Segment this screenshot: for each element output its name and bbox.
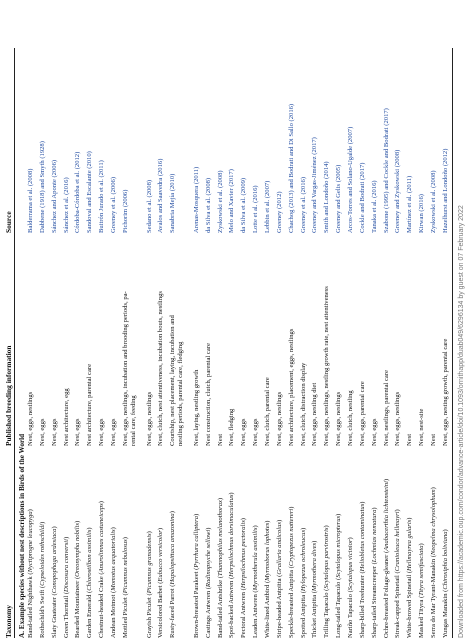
- species-scientific-name: Eubucco versicolor: [157, 530, 165, 582]
- breeding-info-cell: [110, 419, 118, 446]
- species-common-name: Spot-backed Antwren: [228, 580, 236, 638]
- species-scientific-name: Heliobletus contaminatus: [358, 503, 366, 572]
- breeding-info-line: Nest, eggs, parental care: [358, 381, 366, 446]
- taxonomy-cell: Nariño Tapaculo (Scytalopus vicinior): [346, 537, 354, 638]
- species-scientific-name: Hellmayrea gularis: [406, 519, 414, 571]
- taxonomy-cell: Slaty Gnateater (Conopophaga ardesiaca): [50, 526, 58, 638]
- source-citation-link[interactable]: Cockle and Bodrati (2017): [358, 162, 366, 233]
- breeding-info-cell: [51, 419, 59, 446]
- taxonomy-cell: Pectoral Antwren (Herpsilochmus pectoralis): [240, 518, 248, 638]
- species-scientific-name: Radinopsyche sellowi: [204, 529, 212, 588]
- breeding-info-line: Nest, eggs, nestlings: [145, 391, 153, 446]
- breeding-info-line: Nest, eggs, nestlings: [275, 391, 283, 446]
- breeding-info-line: Nest, laying, nestling growth: [192, 369, 200, 446]
- breeding-info-cell: [217, 434, 225, 446]
- breeding-info-line: Nest, nestlings, parental care: [382, 370, 390, 446]
- species-common-name: Rusty-faced Parrot: [169, 588, 177, 638]
- taxonomy-cell: Castings Antwren (Radinopsyche sellowi): [204, 527, 212, 638]
- taxonomy-cell: Long-tailed Tapaculo (Scytalopus micropterus): [335, 513, 343, 638]
- source-citation-link[interactable]: Sánchez et al. (2016): [62, 177, 70, 233]
- breeding-info-line: Nest, eggs: [252, 418, 260, 446]
- species-scientific-name: Oreonympha nobilis: [74, 523, 82, 577]
- breeding-info-line: Nest, eggs, nesting growth, parental care: [441, 338, 449, 446]
- taxonomy-cell: Grayish Piculet (Picumnus granadensis): [145, 531, 153, 638]
- breeding-info-cell: [418, 409, 426, 446]
- breeding-info-line: Nest: [406, 433, 414, 446]
- taxonomy-cell: Green Thorntail (Discosura conversii): [62, 536, 70, 638]
- breeding-info-line: Nest, fledging: [228, 408, 236, 446]
- source-citation-link[interactable]: Pichorim (2006): [121, 189, 129, 233]
- breeding-info-cell: [288, 329, 296, 446]
- breeding-info-cell: [406, 434, 414, 446]
- species-common-name: Versicolored Barbet: [157, 585, 165, 638]
- species-scientific-name: Thamnophilus melanothorax: [216, 500, 224, 577]
- species-common-name: Stripe-headed Antpitta: [275, 578, 283, 638]
- source-citation-link[interactable]: Hazelhurst and Londoño (2012): [441, 148, 449, 233]
- taxonomy-cell: Speckle-breasted Antpitta (Cryptopezus nattereri): [287, 506, 295, 638]
- species-common-name: Long-tailed Tapaculo: [335, 581, 343, 638]
- source-citation-link[interactable]: Buitrón Jurado et al. (2011): [98, 160, 106, 233]
- species-scientific-name: Nyctiprogne leucopyga: [27, 511, 34, 573]
- breeding-info-line: Nest, eggs: [50, 418, 58, 446]
- species-scientific-name: Cranioleuca hellmayri: [394, 511, 402, 572]
- breeding-info-line: Nest, eggs: [370, 418, 378, 446]
- species-common-name: White-browed Spinetail: [406, 574, 414, 638]
- species-scientific-name: Picumnus granadensis: [145, 533, 153, 594]
- source-citation-link[interactable]: Lebbin et al. (2007): [264, 180, 271, 233]
- species-common-name: Bearded Mountaineer: [74, 580, 82, 638]
- species-scientific-name: Chlorostilbon assimilis: [86, 529, 94, 591]
- source-citation-link[interactable]: Chachog (2013) and Bodrati and Di Sallo (2016): [287, 103, 295, 233]
- species-scientific-name: Myrmotherula assimilis: [252, 527, 260, 591]
- species-scientific-name: Tityra semifasciata: [418, 545, 426, 596]
- breeding-info-line: Nest, clutch, parental care: [264, 377, 271, 446]
- breeding-info-cell: [74, 419, 82, 446]
- species-common-name: Thicket Antpitta: [311, 594, 319, 638]
- source-citation-link[interactable]: Lotte et al. (2016): [252, 185, 260, 233]
- breeding-info-line: Nest, eggs, nestlings, incubation and brooding periods, pa-: [121, 291, 129, 446]
- breeding-info-line: nestling periods, parental care, fledging: [177, 341, 185, 446]
- breeding-info-cell: [430, 434, 438, 446]
- breeding-info-cell: [228, 409, 236, 446]
- species-common-name: Spotted Antpitta: [299, 594, 307, 638]
- species-common-name: Sharp-billed Treehunter: [358, 575, 366, 638]
- breeding-info-cell: [394, 392, 402, 446]
- species-scientific-name: Pyrrhura calliptera: [192, 515, 200, 568]
- species-scientific-name: Herpsilochmus dorsimaculatus: [228, 494, 236, 577]
- breeding-info-cell: [335, 392, 343, 446]
- species-common-name: Pectoral Antwren: [240, 592, 248, 638]
- breeding-info-line: Nest, clutch, nest attentiveness, incubation bouts, nestlings: [157, 291, 165, 446]
- source-citation-link[interactable]: Smith and Londoño (2014): [323, 161, 331, 233]
- species-common-name: Mottled Piculet: [121, 597, 129, 638]
- source-citation-link[interactable]: Greeney (2012): [275, 191, 283, 233]
- species-scientific-name: Conopophaga ardesiaca: [50, 528, 58, 594]
- source-citation-link[interactable]: Sánchez and Aponte (2006): [50, 159, 58, 233]
- breeding-info-line: Nest, eggs: [38, 418, 46, 446]
- breeding-info-cell: [193, 370, 201, 446]
- species-common-name: Slaty Gnateater: [50, 597, 58, 638]
- source-citation-link[interactable]: Sedano et al. (2008): [145, 179, 153, 233]
- breeding-info-line: Nest: [216, 433, 224, 446]
- breeding-info-line: Nest, eggs, nestlings, nestling growth rate, nest attentiveness: [323, 286, 331, 446]
- species-scientific-name: Myrmoborus lophotes: [264, 522, 271, 581]
- breeding-info-line: Nest, eggs, nestlings: [27, 391, 34, 446]
- species-scientific-name: Hapalopsittaca amazonina: [169, 513, 177, 585]
- header-rule: [14, 48, 15, 638]
- breeding-info-cell: [98, 419, 106, 446]
- source-citation-link[interactable]: Zyskowski et al. (2008): [216, 170, 224, 233]
- breeding-info-cell: [169, 315, 185, 446]
- species-scientific-name: Myrmothera dives: [311, 542, 319, 592]
- taxonomy-cell: White-browed Spinetail (Hellmayrea gularis): [406, 517, 414, 638]
- taxonomy-cell: Ochre-breasted Foliage-gleaner (Anabacerthia lichtensteini): [382, 478, 390, 638]
- breeding-info-cell: [39, 419, 47, 446]
- breeding-info-line: Nest, eggs, nestlings: [335, 391, 343, 446]
- section-a-heading: A. Example species without nest descriptions in Birds of the World: [18, 433, 26, 638]
- species-common-name: White-lined Antbird: [264, 584, 271, 638]
- source-citation-link[interactable]: Córdoba-Córdoba et al. (2012): [74, 151, 82, 233]
- breeding-info-line: Nest, nest-site: [418, 408, 426, 446]
- species-common-name: Streak-capped Spinetail: [394, 575, 402, 638]
- source-citation-link[interactable]: Greeney et al. (2006): [109, 176, 117, 233]
- breeding-info-cell: [383, 370, 391, 446]
- taxonomy-cell: Stripe-headed Antpitta (Grallaria andicolus): [275, 519, 283, 638]
- species-scientific-name: Scytalopus parvirostris: [323, 527, 331, 589]
- breeding-info-cell: [252, 419, 260, 446]
- taxonomy-cell: Garden Emerald (Chlorostilbon assimilis): [86, 527, 94, 638]
- species-common-name: Chestnut-headed Crake: [98, 576, 106, 638]
- breeding-info-cell: [311, 383, 319, 446]
- breeding-info-line: Nest: [429, 433, 437, 446]
- species-common-name: Grayish Piculet: [145, 597, 153, 638]
- taxonomy-cell: Spot-backed Antwren (Herpsilochmus dorsimaculatus): [228, 492, 236, 638]
- source-citation-link[interactable]: Sanabria Mejía (2010): [169, 173, 177, 233]
- taxonomy-cell: Versicolored Barbet (Eubucco versicolor): [157, 527, 165, 638]
- species-common-name: Serra do Mar Tyrant-Manakin: [429, 558, 437, 638]
- species-scientific-name: Neopelma chrysolophum: [429, 489, 437, 556]
- source-citation-link[interactable]: Dabbene (1918) and Smyth (1928): [38, 141, 46, 233]
- source-citation-link[interactable]: Zyskowski et al. (2008): [429, 170, 437, 233]
- species-scientific-name: Picumnus nebulosus: [121, 539, 129, 594]
- species-scientific-name: Herpsilochmus pectoralis: [240, 520, 248, 589]
- breeding-info-cell: [264, 377, 272, 446]
- breeding-info-line: Nest, eggs: [240, 418, 248, 446]
- species-common-name: Yungas Manakin: [441, 593, 449, 638]
- taxonomy-cell: Sharp-tailed Streamcreeper (Lochmias nematura): [370, 507, 378, 638]
- taxonomy-cell: Sharp-billed Treehunter (Heliobletus contaminatus): [358, 501, 366, 638]
- breeding-info-line: Nest, eggs: [74, 418, 82, 446]
- taxonomy-cell: Andean Motmot (Momotus aequatorialis): [109, 527, 117, 638]
- breeding-info-line: Nest, eggs: [109, 418, 117, 446]
- species-scientific-name: Chiroxiphia boliviana: [441, 531, 449, 590]
- taxonomy-cell: Serra do Mar Tyrant-Manakin (Neopelma chrysolophum): [429, 487, 437, 638]
- breeding-info-cell: [157, 291, 165, 446]
- species-common-name: Brown-breasted Parakeet: [192, 571, 200, 638]
- source-citation-link[interactable]: Szabone (1995) and Cockle and Bodrati (2017): [382, 108, 390, 233]
- breeding-info-cell: [300, 363, 308, 446]
- source-citation-link[interactable]: Greeney and Gelis (2005): [335, 164, 343, 233]
- breeding-info-line: Nest, clutch, nestling: [346, 390, 354, 446]
- breeding-info-cell: [86, 364, 94, 446]
- breeding-info-cell: [359, 381, 367, 446]
- species-scientific-name: Hylopezus ochroleucus: [299, 529, 307, 592]
- download-watermark[interactable]: Downloaded from https://academic.oup.com/condor/advance-article/doi/10.1093/ornithapp/duab049/6296134 by guest on 07 February 2022: [458, 205, 465, 638]
- species-scientific-name: Momotus aequatorialis: [109, 529, 117, 591]
- taxonomy-cell: Spotted Antpitta (Hylopezus ochroleucus): [299, 527, 307, 638]
- species-common-name: Green Thorntail: [62, 595, 70, 638]
- breeding-info-line: rental care, feeding: [130, 395, 137, 446]
- header-source: Source: [4, 211, 13, 233]
- taxonomy-cell: Band-tailed Antshrike (Thamnophilus melanothorax): [216, 497, 224, 638]
- breeding-info-cell: [63, 388, 71, 446]
- taxonomy-cell: Streak-capped Spinetail (Cranioleuca hellmayri): [394, 509, 402, 638]
- breeding-info-cell: [442, 339, 450, 446]
- species-scientific-name: Grallaria andicolus: [275, 522, 283, 575]
- breeding-info-cell: [122, 291, 138, 446]
- species-scientific-name: Cryptopezus nattereri: [287, 508, 295, 567]
- taxonomy-cell: Thicket Antpitta (Myrmothera dives): [311, 540, 319, 638]
- taxonomy-cell: Chestnut-headed Crake (Anurolimnas castaneiceps): [98, 501, 106, 638]
- breeding-info-line: Nest architecture, parental care: [86, 363, 94, 446]
- breeding-info-cell: [27, 392, 35, 446]
- species-scientific-name: Anurolimnas castaneiceps: [98, 503, 106, 573]
- species-common-name: Rothschild's Swift: [38, 589, 46, 638]
- species-scientific-name: Anabacerthia lichtensteini: [382, 481, 390, 551]
- taxonomy-cell: Bearded Mountaineer (Oreonympha nobilis): [74, 520, 82, 638]
- breeding-info-line: Nest construction, clutch, parental care: [204, 343, 212, 446]
- breeding-info-cell: [146, 392, 154, 446]
- breeding-info-cell: [347, 390, 355, 446]
- taxonomy-cell: Leaden Antwren (Myrmotherula assimilis): [252, 525, 260, 638]
- source-citation-link[interactable]: Kirwan (2016): [418, 193, 426, 233]
- species-common-name: Trilling Tapaculo: [323, 592, 331, 638]
- source-citation-link[interactable]: Greeney and Vargas-Jiménez (2017): [311, 137, 319, 233]
- taxonomy-cell: Trilling Tapaculo (Scytalopus parvirostris): [323, 525, 331, 638]
- species-common-name: Andean Motmot: [109, 594, 117, 638]
- species-common-name: Garden Emerald: [86, 594, 94, 638]
- taxonomy-cell: Rothschild's Swift (Cypseloides rothschildi): [38, 521, 46, 638]
- taxonomy-cell: Masked Tityra (Tityra semifasciata): [418, 543, 426, 638]
- species-common-name: Nariño Tapaculo: [346, 594, 354, 638]
- species-scientific-name: Lochmias nematura: [370, 509, 378, 563]
- breeding-info-line: Nest, eggs, nestling diet: [311, 382, 319, 446]
- breeding-info-cell: [323, 286, 331, 446]
- source-citation-link[interactable]: Balderrama et al. (2008): [27, 168, 34, 233]
- taxonomy-cell: White-lined Antbird (Myrmoborus lophotes): [264, 520, 271, 638]
- taxonomy-cell: Band-tailed Nighthawk (Nyctiprogne leucopyga): [27, 509, 34, 638]
- taxonomy-cell: Mottled Piculet (Picumnus nebulosus): [121, 537, 129, 638]
- species-common-name: Band-tailed Nighthawk: [27, 576, 34, 638]
- species-common-name: Leaden Antwren: [252, 594, 260, 638]
- species-scientific-name: Scytalopus vicinior: [346, 539, 354, 591]
- source-citation-link[interactable]: Martínez et al. (2011): [406, 175, 414, 233]
- taxonomy-cell: Rusty-faced Parrot (Hapalopsittaca amazonina): [169, 511, 177, 638]
- species-common-name: Sharp-tailed Streamcreeper: [370, 566, 378, 638]
- source-citation-link[interactable]: Melo and Xavier (2017): [228, 169, 236, 233]
- breeding-info-line: Nest, clutch, distraction display: [299, 362, 307, 446]
- source-citation-link[interactable]: Arcos-Torres and Solano-Ugalde (2007): [346, 126, 354, 233]
- species-common-name: Speckle-breasted Antpitta: [287, 570, 295, 638]
- source-citation-link[interactable]: da Silva et al. (2008): [204, 177, 212, 233]
- species-common-name: Band-tailed Antshrike: [216, 579, 224, 638]
- source-citation-link[interactable]: Avalos and Saavedra (2016): [157, 158, 165, 233]
- taxonomy-cell: Brown-breasted Parakeet (Pyrrhura calliptera): [192, 513, 200, 638]
- bottom-rule: [452, 48, 453, 638]
- header-taxonomy: Taxonomy: [4, 605, 13, 638]
- breeding-info-cell: [240, 419, 248, 446]
- source-citation-link[interactable]: da Silva et al. (2009): [240, 177, 248, 233]
- species-common-name: Castings Antwren: [204, 590, 212, 638]
- source-citation-link[interactable]: Arenas-Mosquera (2011): [192, 166, 200, 233]
- breeding-info-line: Courtship, nest placement, laying, incubation and: [169, 315, 177, 446]
- breeding-info-line: Nest, eggs: [98, 418, 106, 446]
- source-citation-link[interactable]: Tanaka et al. (2016): [370, 180, 378, 233]
- species-scientific-name: Cypseloides rothschildi: [38, 524, 46, 586]
- source-citation-link[interactable]: Greeney et al. (2016): [299, 176, 307, 233]
- breeding-info-cell: [371, 419, 379, 446]
- breeding-info-line: Nest architecture, placement, eggs, nestlings: [287, 328, 295, 446]
- header-breeding-information: Published breeding information: [4, 345, 13, 446]
- breeding-info-line: Nest, eggs, nestlings: [394, 391, 402, 446]
- source-citation-link[interactable]: Sandoval and Escalante (2010): [86, 151, 94, 233]
- breeding-info-line: Nest architecture, egg: [62, 388, 70, 446]
- breeding-info-cell: [276, 392, 284, 446]
- source-citation-link[interactable]: Greeney and Zyskowski (2008): [394, 149, 402, 233]
- species-scientific-name: Scytalopus micropterus: [335, 515, 343, 578]
- species-common-name: Masked Tityra: [418, 599, 426, 638]
- breeding-info-cell: [205, 343, 213, 446]
- taxonomy-cell: Yungas Manakin (Chiroxiphia boliviana): [441, 529, 449, 638]
- species-scientific-name: Discosura conversii: [62, 539, 70, 592]
- species-common-name: Ochre-breasted Foliage-gleaner: [382, 554, 390, 638]
